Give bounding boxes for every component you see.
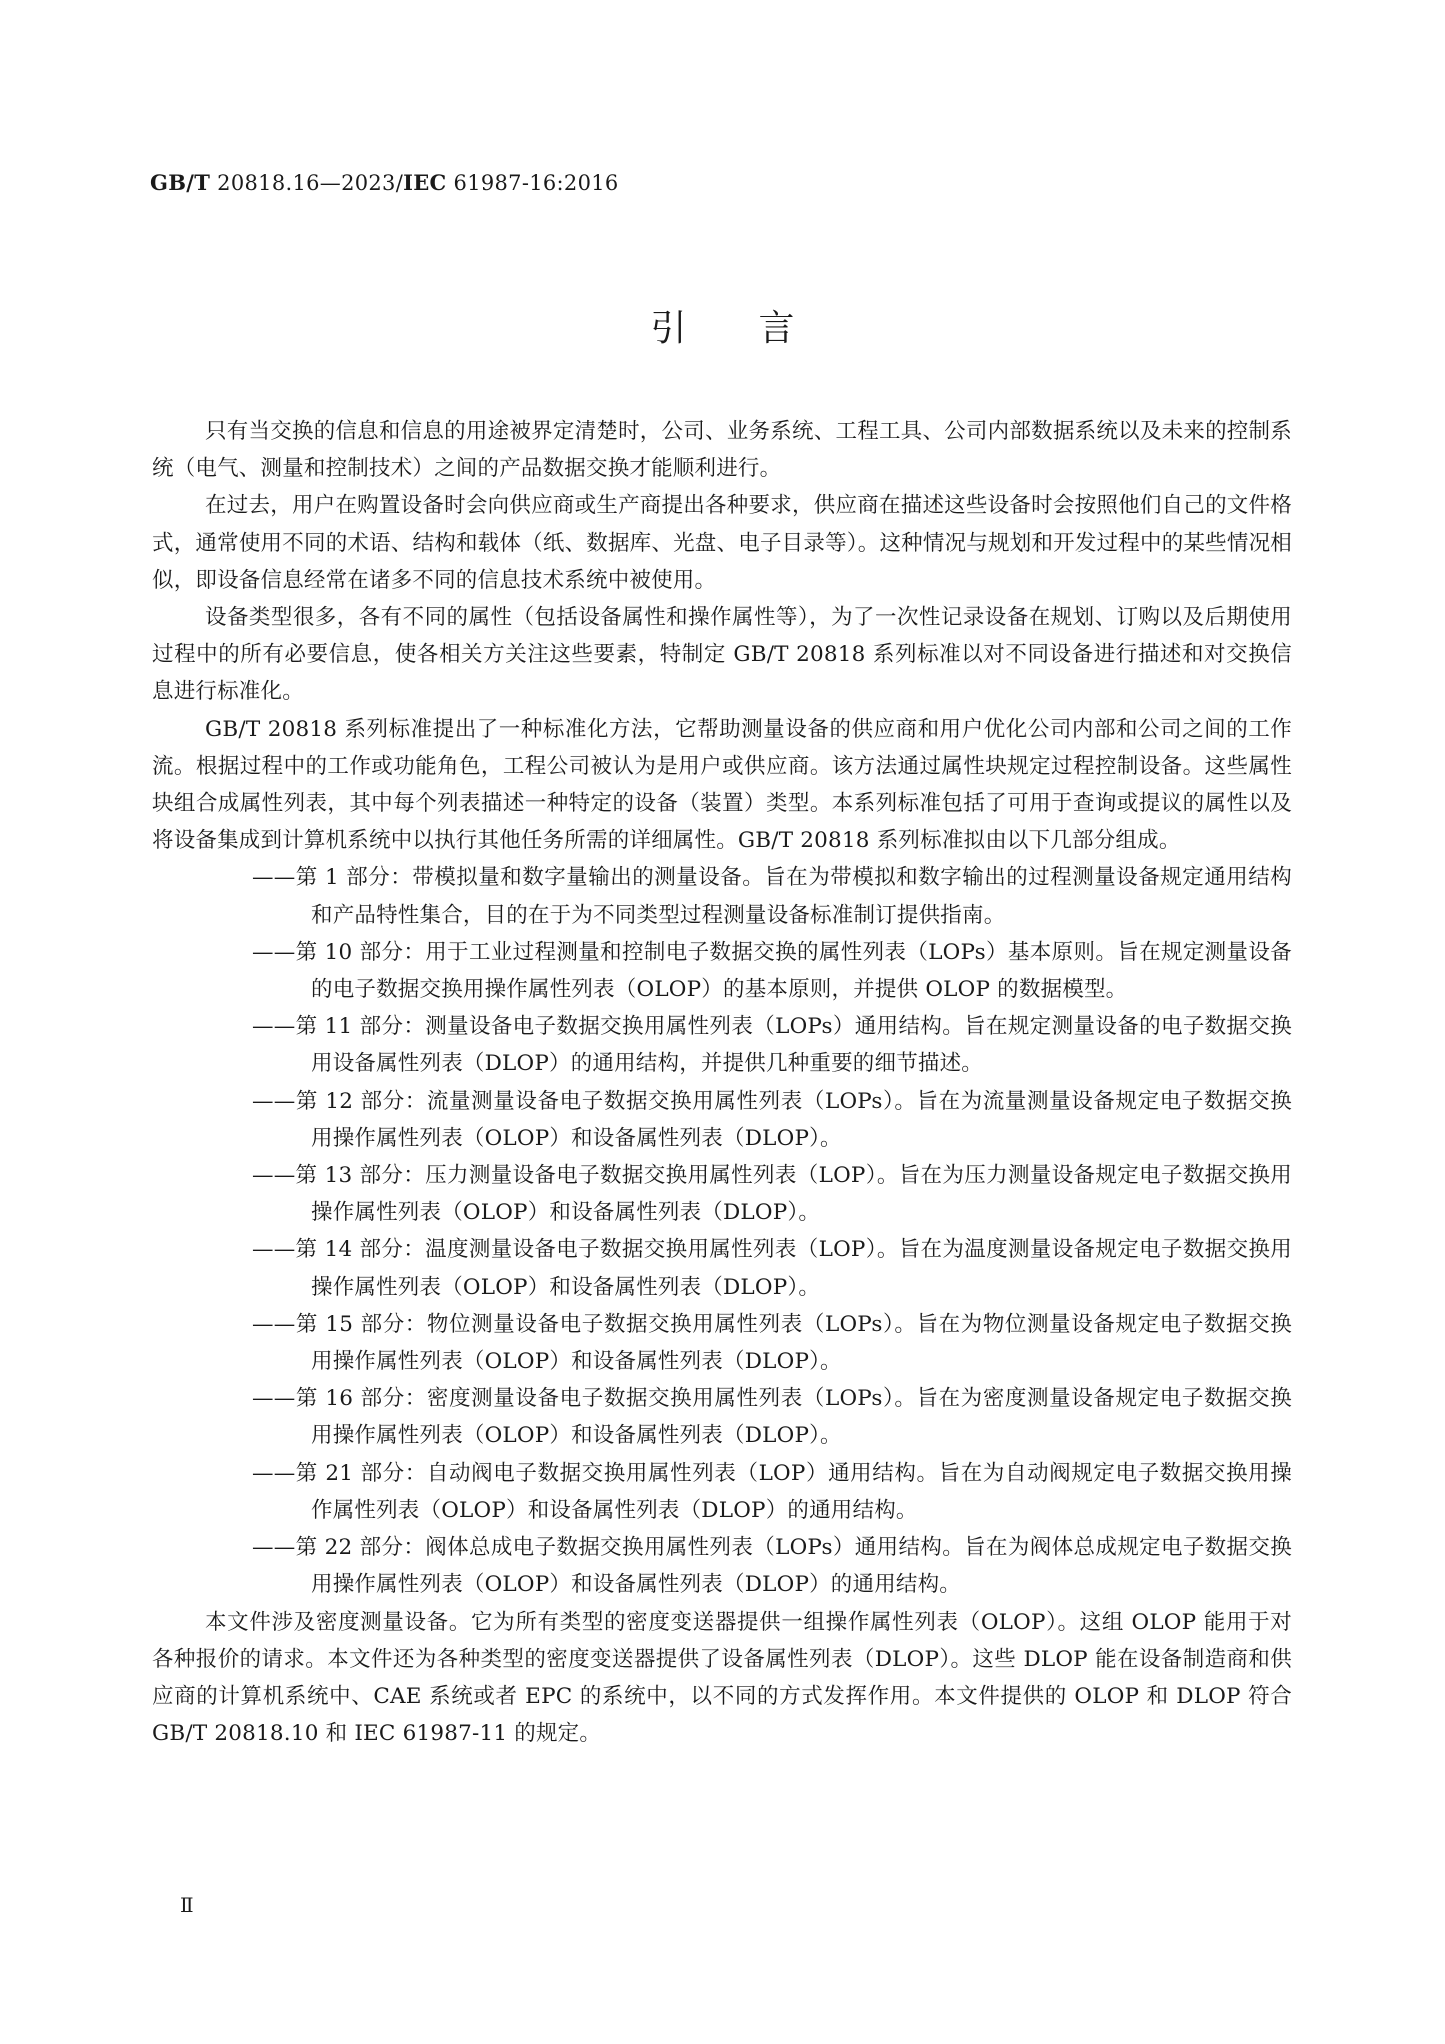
list-item: ——第 22 部分：阀体总成电子数据交换用属性列表（LOPs）通用结构。旨在为阀体总成规定电子数据交换用操作属性列表（OLOP）和设备属性列表（DLOP）的通用结构。 bbox=[252, 1535, 1292, 1598]
closing-paragraph: 本文件涉及密度测量设备。它为所有类型的密度变送器提供一组操作属性列表（OLOP）。这组 OLOP 能用于对各种报价的请求。本文件还为各种类型的密度变送器提供了设备属性列表（DLOP）。这些 DLOP 能在设备制造商和供应商的计算机系统中、CAE 系统或者 EPC 的系统中，以不同的方式发挥作用。本文件提供的 OLOP 和 DLOP 符合 GB/T 20818.10 和 IEC 61987-11 的规定。 bbox=[152, 1609, 1292, 1747]
document-header bbox=[150, 170, 619, 195]
page-title: 引言 bbox=[650, 308, 867, 349]
list-item: ——第 1 部分：带模拟量和数字量输出的测量设备。旨在为带模拟和数字输出的过程测量设备规定通用结构和产品特性集合，目的在于为不同类型过程测量设备标准制订提供指南。 bbox=[252, 865, 1292, 928]
paragraph: 在过去，用户在购置设备时会向供应商或生产商提出各种要求，供应商在描述这些设备时会按照他们自己的文件格式，通常使用不同的术语、结构和载体（纸、数据库、光盘、电子目录等）。这种情况与规划和开发过程中的某些情况相似，即设备信息经常在诸多不同的信息技术系统中被使用。 bbox=[152, 493, 1292, 593]
header-std-iec-number: 61987-16:2016 bbox=[453, 171, 619, 195]
list-item: ——第 16 部分：密度测量设备电子数据交换用属性列表（LOPs）。旨在为密度测量设备规定电子数据交换用操作属性列表（OLOP）和设备属性列表（DLOP）。 bbox=[252, 1386, 1292, 1449]
paragraph: GB/T 20818 系列标准提出了一种标准化方法，它帮助测量设备的供应商和用户优化公司内部和公司之间的工作流。根据过程中的工作或功能角色，工程公司被认为是用户或供应商。该方法通过属性块规定过程控制设备。这些属性块组合成属性列表，其中每个列表描述一种特定的设备（装置）类型。本系列标准包括了可用于查询或提议的属性以及将设备集成到计算机系统中以执行其他任务所需的详细属性。GB/T 20818 系列标准拟由以下几部分组成。 bbox=[152, 716, 1292, 854]
header-std-gbt: GB/T bbox=[150, 170, 211, 195]
header-std-number: 20818.16—2023/ bbox=[217, 171, 404, 195]
paragraph: 只有当交换的信息和信息的用途被界定清楚时，公司、业务系统、工程工具、公司内部数据系统以及未来的控制系统（电气、测量和控制技术）之间的产品数据交换才能顺利进行。 bbox=[152, 419, 1292, 482]
list-item: ——第 12 部分：流量测量设备电子数据交换用属性列表（LOPs）。旨在为流量测量设备规定电子数据交换用操作属性列表（OLOP）和设备属性列表（DLOP）。 bbox=[252, 1088, 1292, 1151]
list-item: ——第 15 部分：物位测量设备电子数据交换用属性列表（LOPs）。旨在为物位测量设备规定电子数据交换用操作属性列表（OLOP）和设备属性列表（DLOP）。 bbox=[252, 1311, 1292, 1375]
document-body bbox=[152, 413, 1292, 1752]
list-item: ——第 14 部分：温度测量设备电子数据交换用属性列表（LOP）。旨在为温度测量设备规定电子数据交换用操作属性列表（OLOP）和设备属性列表（DLOP）。 bbox=[252, 1237, 1292, 1300]
paragraph: 设备类型很多，各有不同的属性（包括设备属性和操作属性等），为了一次性记录设备在规划、订购以及后期使用过程中的所有必要信息，使各相关方关注这些要素，特制定 GB/T 20818 系列标准以对不同设备进行描述和对交换信息进行标准化。 bbox=[152, 605, 1292, 705]
list-item: ——第 21 部分：自动阀电子数据交换用属性列表（LOP）通用结构。旨在为自动阀规定电子数据交换用操作属性列表（OLOP）和设备属性列表（DLOP）的通用结构。 bbox=[252, 1460, 1292, 1523]
list-item: ——第 11 部分：测量设备电子数据交换用属性列表（LOPs）通用结构。旨在规定测量设备的电子数据交换用设备属性列表（DLOP）的通用结构，并提供几种重要的细节描述。 bbox=[252, 1014, 1292, 1077]
header-std-iec: IEC bbox=[403, 170, 447, 195]
list-item: ——第 10 部分：用于工业过程测量和控制电子数据交换的属性列表（LOPs）基本原则。旨在规定测量设备的电子数据交换用操作属性列表（OLOP）的基本原则，并提供 OLOP 的数据模型。 bbox=[252, 939, 1292, 1003]
list-item: ——第 13 部分：压力测量设备电子数据交换用属性列表（LOP）。旨在为压力测量设备规定电子数据交换用操作属性列表（OLOP）和设备属性列表（DLOP）。 bbox=[252, 1163, 1292, 1226]
page-number: Ⅱ bbox=[180, 1893, 194, 1917]
